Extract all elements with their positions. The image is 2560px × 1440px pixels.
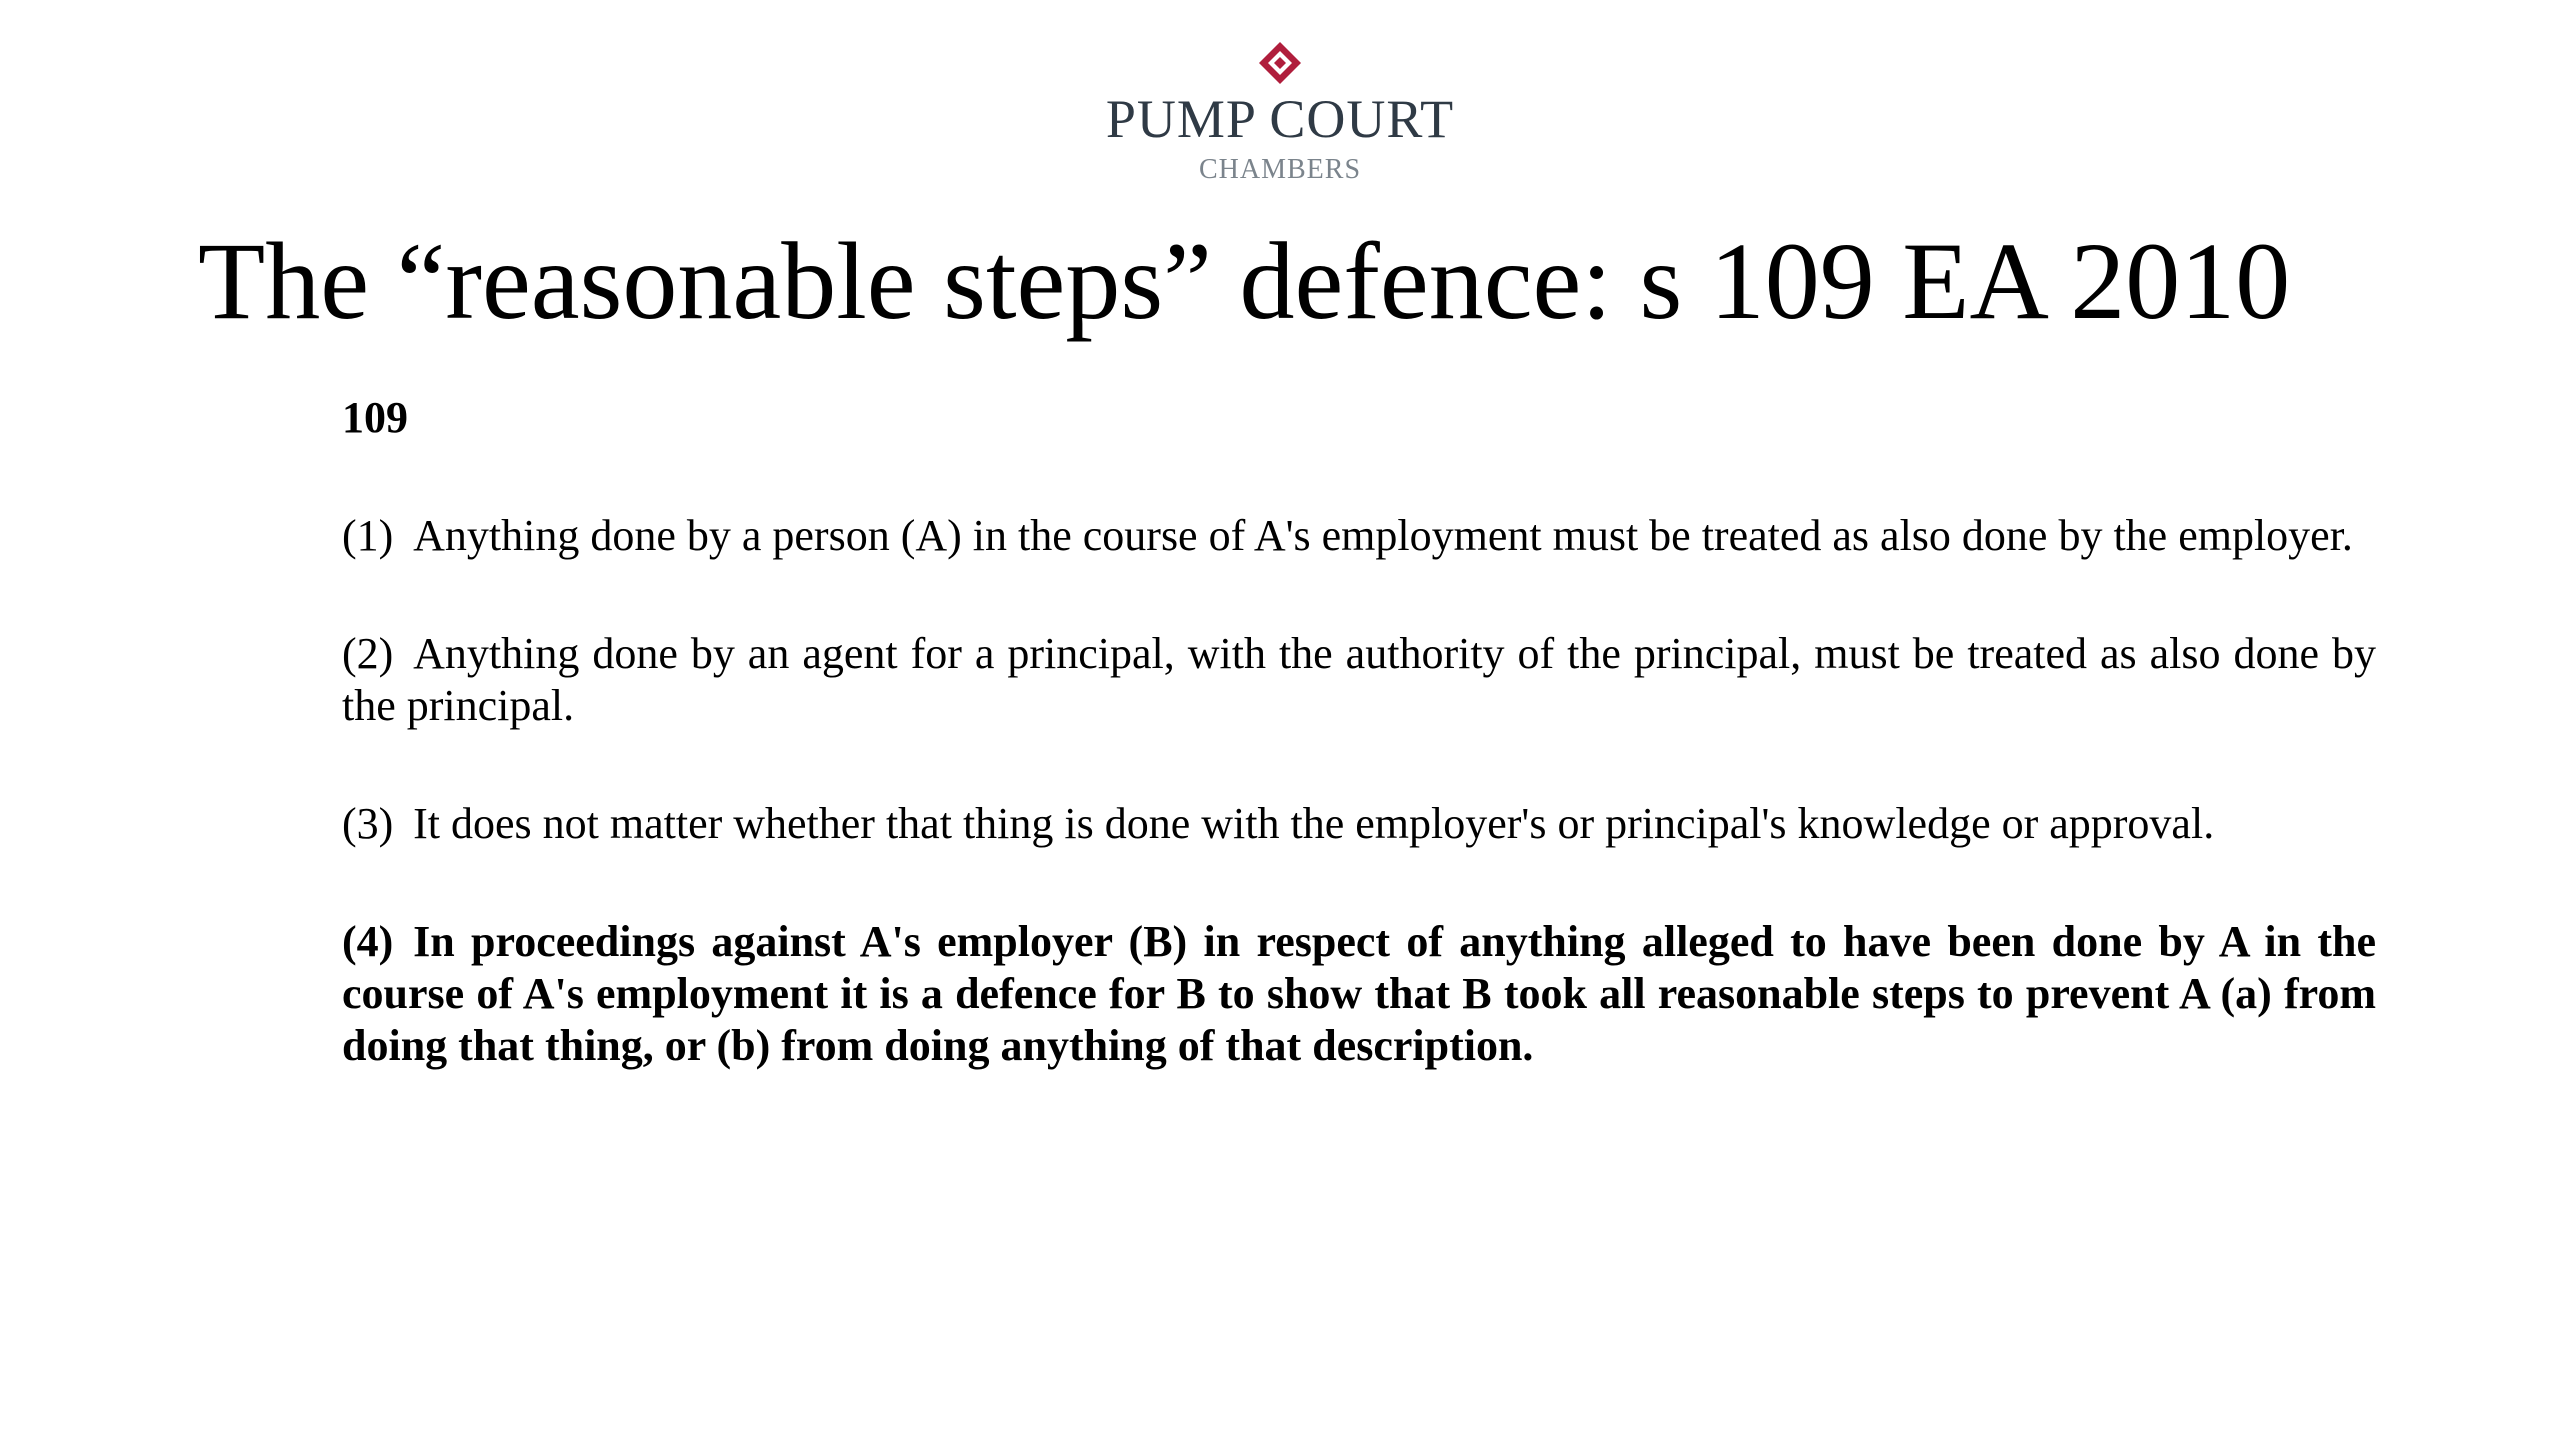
logo-subtitle: CHAMBERS: [1198, 154, 1362, 185]
clause-text: Anything done by an agent for a principal, with the authority of the principal, must be treated as also done by the principal.: [342, 629, 2376, 730]
clause-text: Anything done by a person (A) in the course of A's employment must be treated as also done by the employer.: [413, 511, 2353, 560]
statute-text: [342, 392, 2376, 1138]
section-number: 109: [342, 393, 408, 442]
diamond-logo-icon: [1257, 40, 1303, 86]
clause-number: (1): [342, 511, 394, 560]
clause-text: In proceedings against A's employer (B) in respect of anything alleged to have been done by A in the course of A's employment it is a defence for B to show that B took all reasonable steps to prevent A (a) from doing that thing, or (b) from doing anything of that description.: [342, 917, 2376, 1070]
clause-4: [342, 916, 2376, 1072]
clause-2: [342, 628, 2376, 732]
chambers-logo: [0, 40, 2560, 184]
clause-number: (2): [342, 629, 394, 678]
logo-name: PUMP COURT: [1105, 89, 1455, 149]
clause-1: [342, 510, 2376, 562]
clause-text: It does not matter whether that thing is done with the employer's or principal's knowledge or approval.: [413, 799, 2215, 848]
clause-3: [342, 798, 2376, 850]
slide-title: The “reasonable steps” defence: s 109 EA 2010: [198, 220, 2291, 342]
clause-number: (3): [342, 799, 394, 848]
clause-number: (4): [342, 917, 394, 966]
